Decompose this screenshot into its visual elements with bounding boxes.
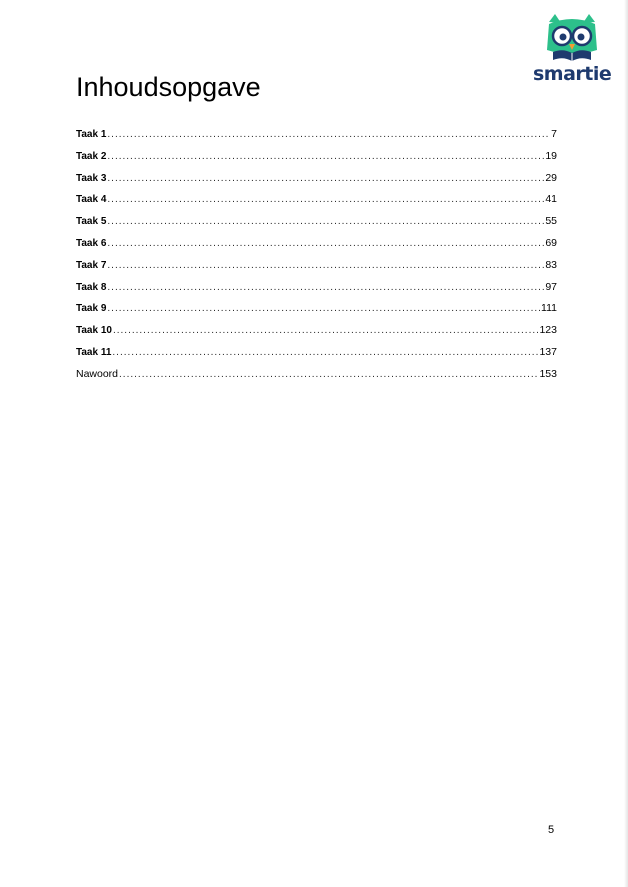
toc-entry-label: Taak 6 <box>76 237 107 249</box>
page-number: 5 <box>548 824 555 836</box>
toc-dot-leader <box>107 124 550 146</box>
toc-entry-page: 69 <box>545 236 557 249</box>
toc-entry-page: 29 <box>545 171 557 184</box>
toc-entry[interactable] <box>76 168 557 190</box>
toc-dot-leader <box>107 277 544 299</box>
toc-entry-label: Taak 8 <box>76 281 107 293</box>
toc-entry-page: 123 <box>539 324 557 337</box>
toc-dot-leader <box>112 342 538 364</box>
toc-dot-leader <box>107 211 544 233</box>
toc-entry-label: Taak 1 <box>76 129 107 140</box>
table-of-contents <box>76 124 557 386</box>
toc-dot-leader <box>107 168 544 190</box>
toc-entry-label: Taak 10 <box>76 325 112 337</box>
toc-entry-page: 7 <box>551 128 557 140</box>
toc-dot-leader <box>107 146 544 168</box>
toc-entry[interactable] <box>76 211 557 233</box>
toc-entry-label: Taak 11 <box>76 346 112 358</box>
toc-entry-page: 19 <box>545 149 557 162</box>
toc-entry-label: Taak 5 <box>76 216 107 228</box>
page-edge-shadow <box>624 0 628 887</box>
toc-dot-leader <box>119 364 538 386</box>
toc-entry-label: Taak 7 <box>76 259 107 271</box>
toc-entry[interactable] <box>76 277 557 299</box>
toc-entry[interactable] <box>76 320 557 342</box>
toc-entry-label: Taak 3 <box>76 172 107 184</box>
logo-wordmark: smartie <box>533 63 612 85</box>
toc-entry-label: Nawoord <box>76 367 119 380</box>
toc-entry[interactable] <box>76 298 557 320</box>
toc-entry[interactable] <box>76 255 557 277</box>
toc-entry[interactable] <box>76 146 557 168</box>
toc-dot-leader <box>107 298 540 320</box>
toc-entry-label: Taak 9 <box>76 303 107 315</box>
toc-entry-page: 41 <box>545 193 557 206</box>
toc-entry-label: Taak 2 <box>76 150 107 162</box>
toc-entry-page: 111 <box>541 302 557 315</box>
page-title: Inhoudsopgave <box>76 72 261 102</box>
toc-dot-leader <box>107 189 544 211</box>
toc-entry-page: 137 <box>539 345 557 358</box>
toc-entry-page: 97 <box>545 280 557 293</box>
owl-logo-icon <box>543 14 601 64</box>
toc-entry[interactable] <box>76 189 557 211</box>
toc-entry-page: 83 <box>545 258 557 271</box>
toc-entry[interactable] <box>76 364 557 386</box>
toc-entry-page: 55 <box>545 215 557 228</box>
toc-dot-leader <box>107 255 544 277</box>
smartie-logo <box>533 14 611 86</box>
toc-dot-leader <box>113 320 539 342</box>
toc-entry[interactable] <box>76 342 557 364</box>
toc-entry[interactable] <box>76 124 557 146</box>
toc-entry-page: 153 <box>539 367 557 380</box>
toc-entry[interactable] <box>76 233 557 255</box>
toc-entry-label: Taak 4 <box>76 194 107 206</box>
toc-dot-leader <box>107 233 544 255</box>
